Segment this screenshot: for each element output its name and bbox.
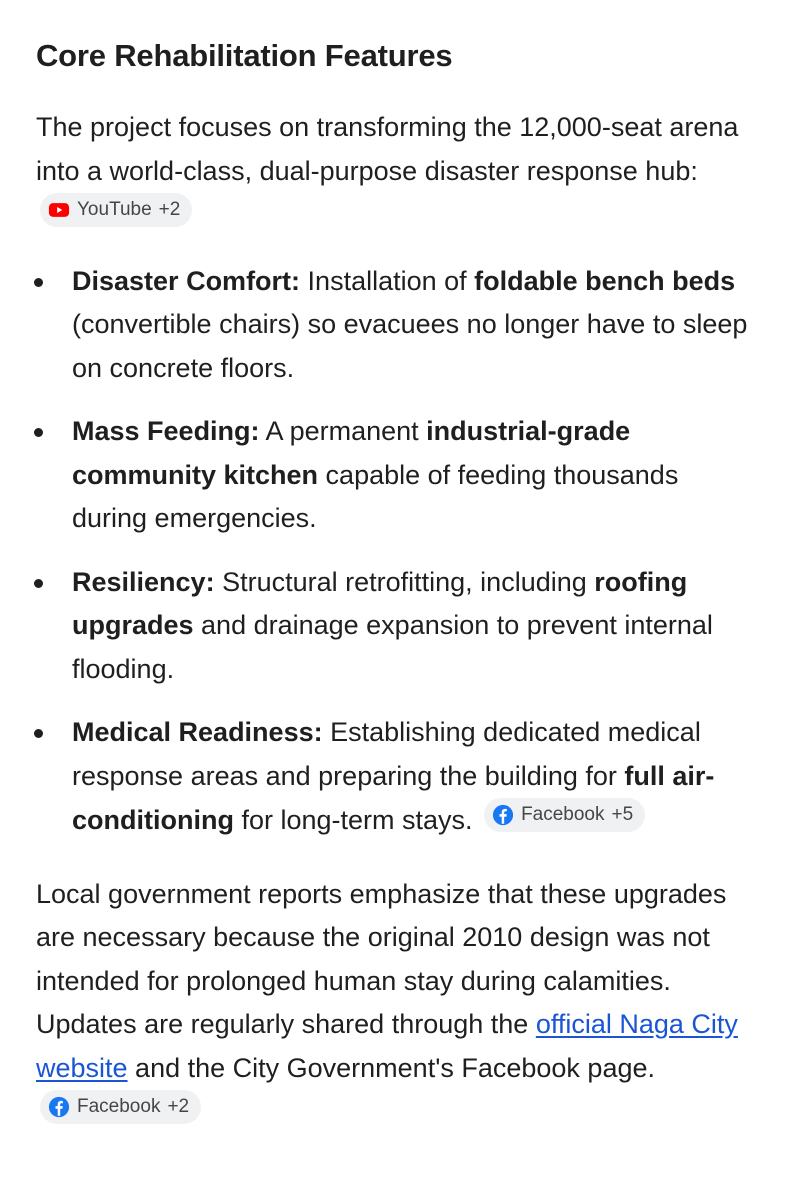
list-item	[36, 711, 756, 843]
chip-count: +5	[611, 804, 634, 825]
feature-bold-text: industrial-grade community kitchen	[72, 416, 631, 490]
bullet-dot	[34, 729, 43, 738]
intro-text: The project focuses on transforming the 12,000-seat arena into a world-class, dual-purpose disaster response hub:	[36, 112, 739, 186]
bullet-dot	[34, 278, 43, 287]
feature-title: Resiliency:	[72, 566, 215, 597]
feature-text: for long-term stays.	[233, 805, 473, 835]
outro-text: and the City Government's Facebook page.	[127, 1052, 655, 1083]
intro-paragraph	[36, 106, 756, 238]
list-item	[36, 260, 756, 391]
facebook-icon	[48, 1096, 70, 1118]
source-chip-facebook[interactable]	[484, 798, 645, 832]
feature-text: capable of feeding thousands during emergencies.	[72, 459, 679, 533]
source-chip-youtube[interactable]	[40, 193, 192, 227]
bullet-dot	[34, 428, 43, 437]
feature-text: Structural retrofitting, including	[214, 566, 595, 597]
feature-list	[36, 260, 756, 843]
bullet-dot	[34, 579, 43, 588]
outro-paragraph	[36, 873, 756, 1135]
outro-text: Local government reports emphasize that these upgrades are necessary because the original 2010 design was not intended for prolonged human stay during calamities. Updates are regularly shared through the	[36, 878, 727, 1039]
feature-title: Medical Readiness:	[72, 717, 323, 747]
youtube-icon	[48, 199, 70, 221]
feature-bold-text: foldable bench beds	[474, 265, 736, 296]
response-content	[36, 34, 756, 1135]
source-chip-facebook[interactable]	[40, 1090, 201, 1124]
chip-source-label: Facebook	[521, 804, 605, 825]
naga-city-website-link[interactable]: official Naga City website	[36, 1009, 738, 1083]
feature-title: Mass Feeding:	[72, 416, 260, 446]
chip-count: +2	[167, 1096, 190, 1117]
feature-text: Installation of	[300, 265, 475, 296]
chip-source-label: Facebook	[77, 1096, 161, 1117]
list-item	[36, 410, 756, 541]
feature-text: Establishing dedicated medical response areas and preparing the building for	[72, 717, 701, 791]
feature-bold-text: roofing upgrades	[72, 566, 688, 640]
feature-text: (convertible chairs) so evacuees no longer have to sleep on concrete floors.	[72, 309, 748, 383]
section-heading: Core Rehabilitation Features	[36, 38, 453, 73]
feature-title: Disaster Comfort:	[72, 265, 301, 296]
list-item	[36, 561, 756, 692]
feature-text: A permanent	[259, 416, 427, 446]
feature-bold-text: full air-conditioning	[72, 760, 715, 835]
feature-text: and drainage expansion to prevent internal flooding.	[72, 610, 713, 684]
facebook-icon	[492, 804, 514, 826]
chip-source-label: YouTube	[77, 199, 152, 220]
chip-count: +2	[158, 199, 181, 220]
